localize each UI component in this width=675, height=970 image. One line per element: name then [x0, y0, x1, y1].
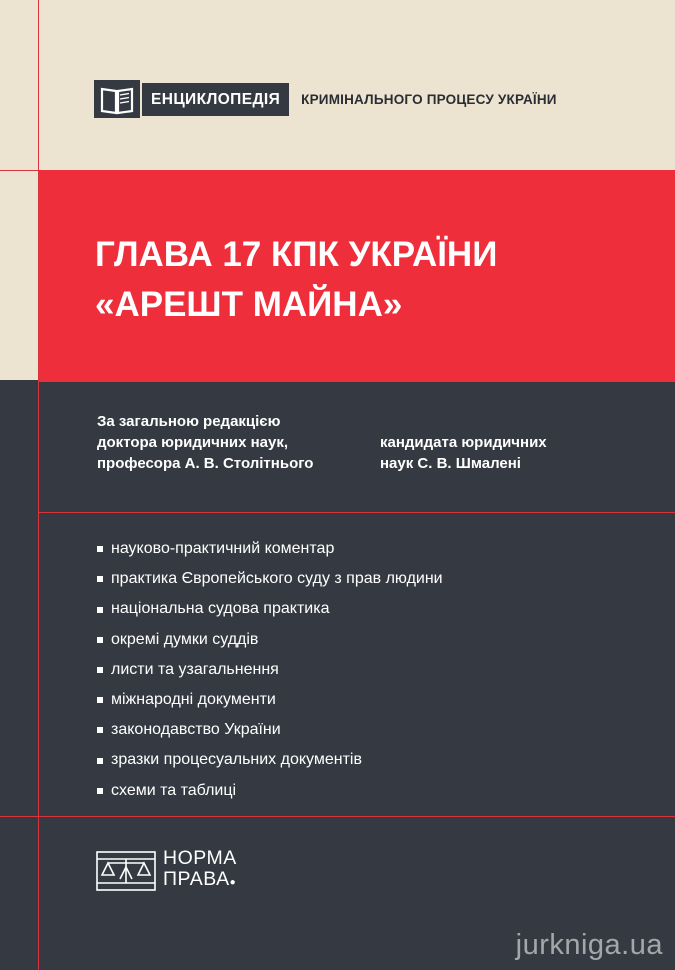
editor-line: наук С. В. Шмалені — [380, 455, 521, 472]
feature-text: листи та узагальнення — [111, 660, 279, 678]
series-subtitle: КРИМІНАЛЬНОГО ПРОЦЕСУ УКРАЇНИ — [301, 91, 557, 107]
bullet-icon — [97, 546, 103, 552]
title-line-1: ГЛАВА 17 КПК УКРАЇНИ — [95, 235, 498, 274]
horizontal-rule-bottom — [0, 816, 675, 817]
bullet-icon — [97, 667, 103, 673]
publisher-name — [163, 848, 237, 893]
editor-line: доктора юридичних наук, — [97, 434, 289, 451]
editor-line: За загальною редакцією — [97, 413, 281, 430]
feature-text: схеми та таблиці — [111, 781, 237, 799]
book-title — [95, 230, 497, 330]
bullet-icon — [97, 607, 103, 613]
editor-line: професора А. В. Столітнього — [97, 455, 314, 472]
series-header — [94, 80, 557, 118]
editors-right — [380, 432, 547, 474]
horizontal-rule-middle — [38, 512, 675, 513]
feature-item — [97, 594, 443, 624]
feature-item — [97, 715, 443, 745]
bullet-icon — [97, 576, 103, 582]
feature-text: законодавство України — [111, 721, 281, 739]
feature-text: практика Європейського суду з прав людини — [111, 570, 443, 588]
bullet-icon — [97, 758, 103, 764]
feature-item — [97, 685, 443, 715]
bullet-icon — [97, 727, 103, 733]
open-book-icon — [94, 80, 140, 118]
publisher-line-2: ПРАВА● — [163, 868, 237, 890]
watermark: jurkniga.ua — [515, 929, 663, 961]
vertical-rule — [38, 0, 39, 970]
feature-item — [97, 534, 443, 564]
feature-item — [97, 745, 443, 775]
spine-band — [0, 0, 38, 380]
publisher-line-1: НОРМА — [163, 847, 237, 869]
feature-item — [97, 625, 443, 655]
feature-text: міжнародні документи — [111, 691, 276, 709]
bullet-icon — [97, 788, 103, 794]
feature-text: національна судова практика — [111, 600, 330, 618]
feature-text: науково-практичний коментар — [111, 540, 335, 557]
feature-text: зразки процесуальних документів — [111, 751, 362, 769]
feature-item — [97, 564, 443, 594]
publisher-logo — [96, 848, 237, 893]
bullet-icon — [97, 637, 103, 643]
editor-line: кандидата юридичних — [380, 434, 547, 451]
features-list — [97, 534, 443, 806]
editors-left — [97, 411, 313, 474]
series-label: ЕНЦИКЛОПЕДІЯ — [142, 83, 289, 116]
horizontal-rule-top — [0, 170, 38, 171]
bullet-icon — [97, 697, 103, 703]
scales-icon — [96, 851, 156, 891]
feature-item — [97, 655, 443, 685]
feature-text: окремі думки суддів — [111, 630, 259, 648]
feature-item — [97, 776, 443, 806]
title-line-2: «АРЕШТ МАЙНА» — [95, 285, 403, 324]
